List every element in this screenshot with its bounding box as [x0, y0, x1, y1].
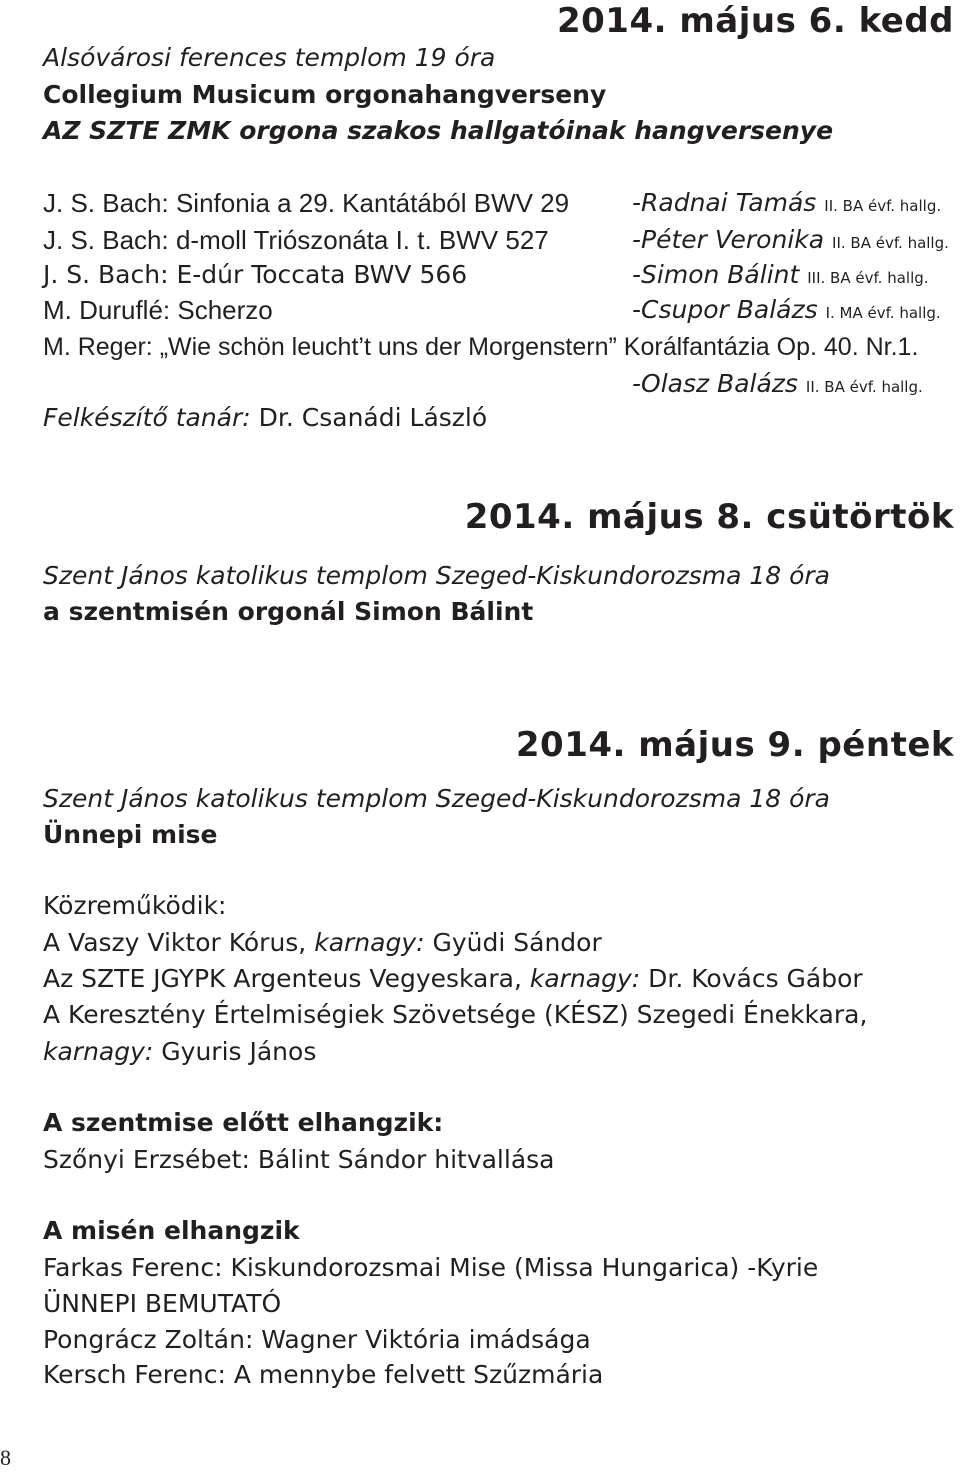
teacher-name: Dr. Csanádi László [258, 403, 488, 432]
event1-subtitle: AZ SZTE ZMK orgona szakos hallgatóinak hangversenye [43, 116, 834, 145]
performer-name: -Péter Veronika [632, 225, 825, 254]
program-piece: J. S. Bach: d-moll Triószonáta I. t. BWV 527 [43, 225, 549, 255]
choir-line [43, 966, 863, 991]
performer-name: -Radnai Tamás [632, 188, 817, 217]
program-piece-reger: M. Reger: „Wie schön leucht’t uns der Morgenstern” Korálfantázia Op. 40. Nr.1. [43, 333, 919, 361]
before-mass-item: Szőnyi Erzsébet: Bálint Sándor hitvallása [43, 1145, 555, 1174]
event3-title: Ünnepi mise [43, 820, 218, 849]
performer-name: -Olasz Balázs [632, 369, 798, 398]
performer-name: -Csupor Balázs [632, 295, 818, 324]
performer-year: II. BA évf. hallg. [832, 234, 949, 252]
conductor-name: Gyüdi Sándor [432, 928, 602, 957]
event2-title: a szentmisén orgonál Simon Bálint [43, 597, 534, 626]
event1-venue: Alsóvárosi ferences templom 19 óra [43, 43, 496, 72]
event2-date: 2014. május 8. csütörtök [464, 497, 954, 537]
performer-year: II. BA évf. hallg. [805, 378, 923, 396]
program-performer [632, 371, 923, 396]
event2-venue: Szent János katolikus templom Szeged-Kiskundorozsma 18 óra [43, 561, 830, 590]
choir-line [43, 930, 602, 955]
program-piece: M. Duruflé: Scherzo [43, 295, 273, 325]
page-number: 8 [0, 1445, 11, 1470]
program-performer [632, 297, 941, 322]
before-mass-heading: A szentmise előtt elhangzik: [43, 1108, 444, 1137]
during-mass-heading: A misén elhangzik [43, 1216, 300, 1245]
choir-name: Az SZTE JGYPK Argenteus Vegyeskara, [43, 964, 522, 993]
during-mass-item: Farkas Ferenc: Kiskundorozsmai Mise (Missa Hungarica) -Kyrie [43, 1253, 819, 1282]
program-piece: J. S. Bach: Sinfonia a 29. Kantátából BWV 29 [43, 188, 570, 218]
event1-date: 2014. május 6. kedd [556, 1, 954, 41]
performer-year: II. BA évf. hallg. [824, 197, 942, 215]
program-performer [632, 190, 941, 215]
conductor-label: karnagy: [529, 964, 641, 993]
choir-line [43, 1039, 316, 1064]
conductor-name: Dr. Kovács Gábor [648, 964, 863, 993]
choir-name: A Vaszy Viktor Kórus, [43, 928, 307, 957]
conductor-label: karnagy: [314, 928, 425, 957]
during-mass-item: Kersch Ferenc: A mennybe felvett Szűzmária [43, 1360, 604, 1389]
teacher-label: Felkészítő tanár: [43, 403, 251, 432]
performer-year: I. MA évf. hallg. [825, 304, 941, 322]
program-performer [632, 262, 929, 287]
performer-name: -Simon Bálint [632, 260, 800, 289]
program-performer [632, 227, 949, 252]
performer-year: III. BA évf. hallg. [807, 269, 929, 287]
conductor-name: Gyuris János [161, 1037, 317, 1066]
contrib-label: Közreműködik: [43, 891, 227, 920]
conductor-label: karnagy: [43, 1037, 154, 1066]
program-piece: J. S. Bach: E-dúr Toccata BWV 566 [43, 260, 468, 289]
during-mass-item: ÜNNEPI BEMUTATÓ [43, 1289, 282, 1318]
during-mass-item: Pongrácz Zoltán: Wagner Viktória imádsága [43, 1325, 591, 1354]
choir-line: A Keresztény Értelmiségiek Szövetsége (KÉSZ) Szegedi Énekkara, [43, 1000, 868, 1029]
teacher-line [43, 405, 487, 430]
event1-title: Collegium Musicum orgonahangverseny [43, 80, 607, 109]
event3-venue: Szent János katolikus templom Szeged-Kiskundorozsma 18 óra [43, 784, 830, 813]
event3-date: 2014. május 9. péntek [515, 725, 954, 765]
